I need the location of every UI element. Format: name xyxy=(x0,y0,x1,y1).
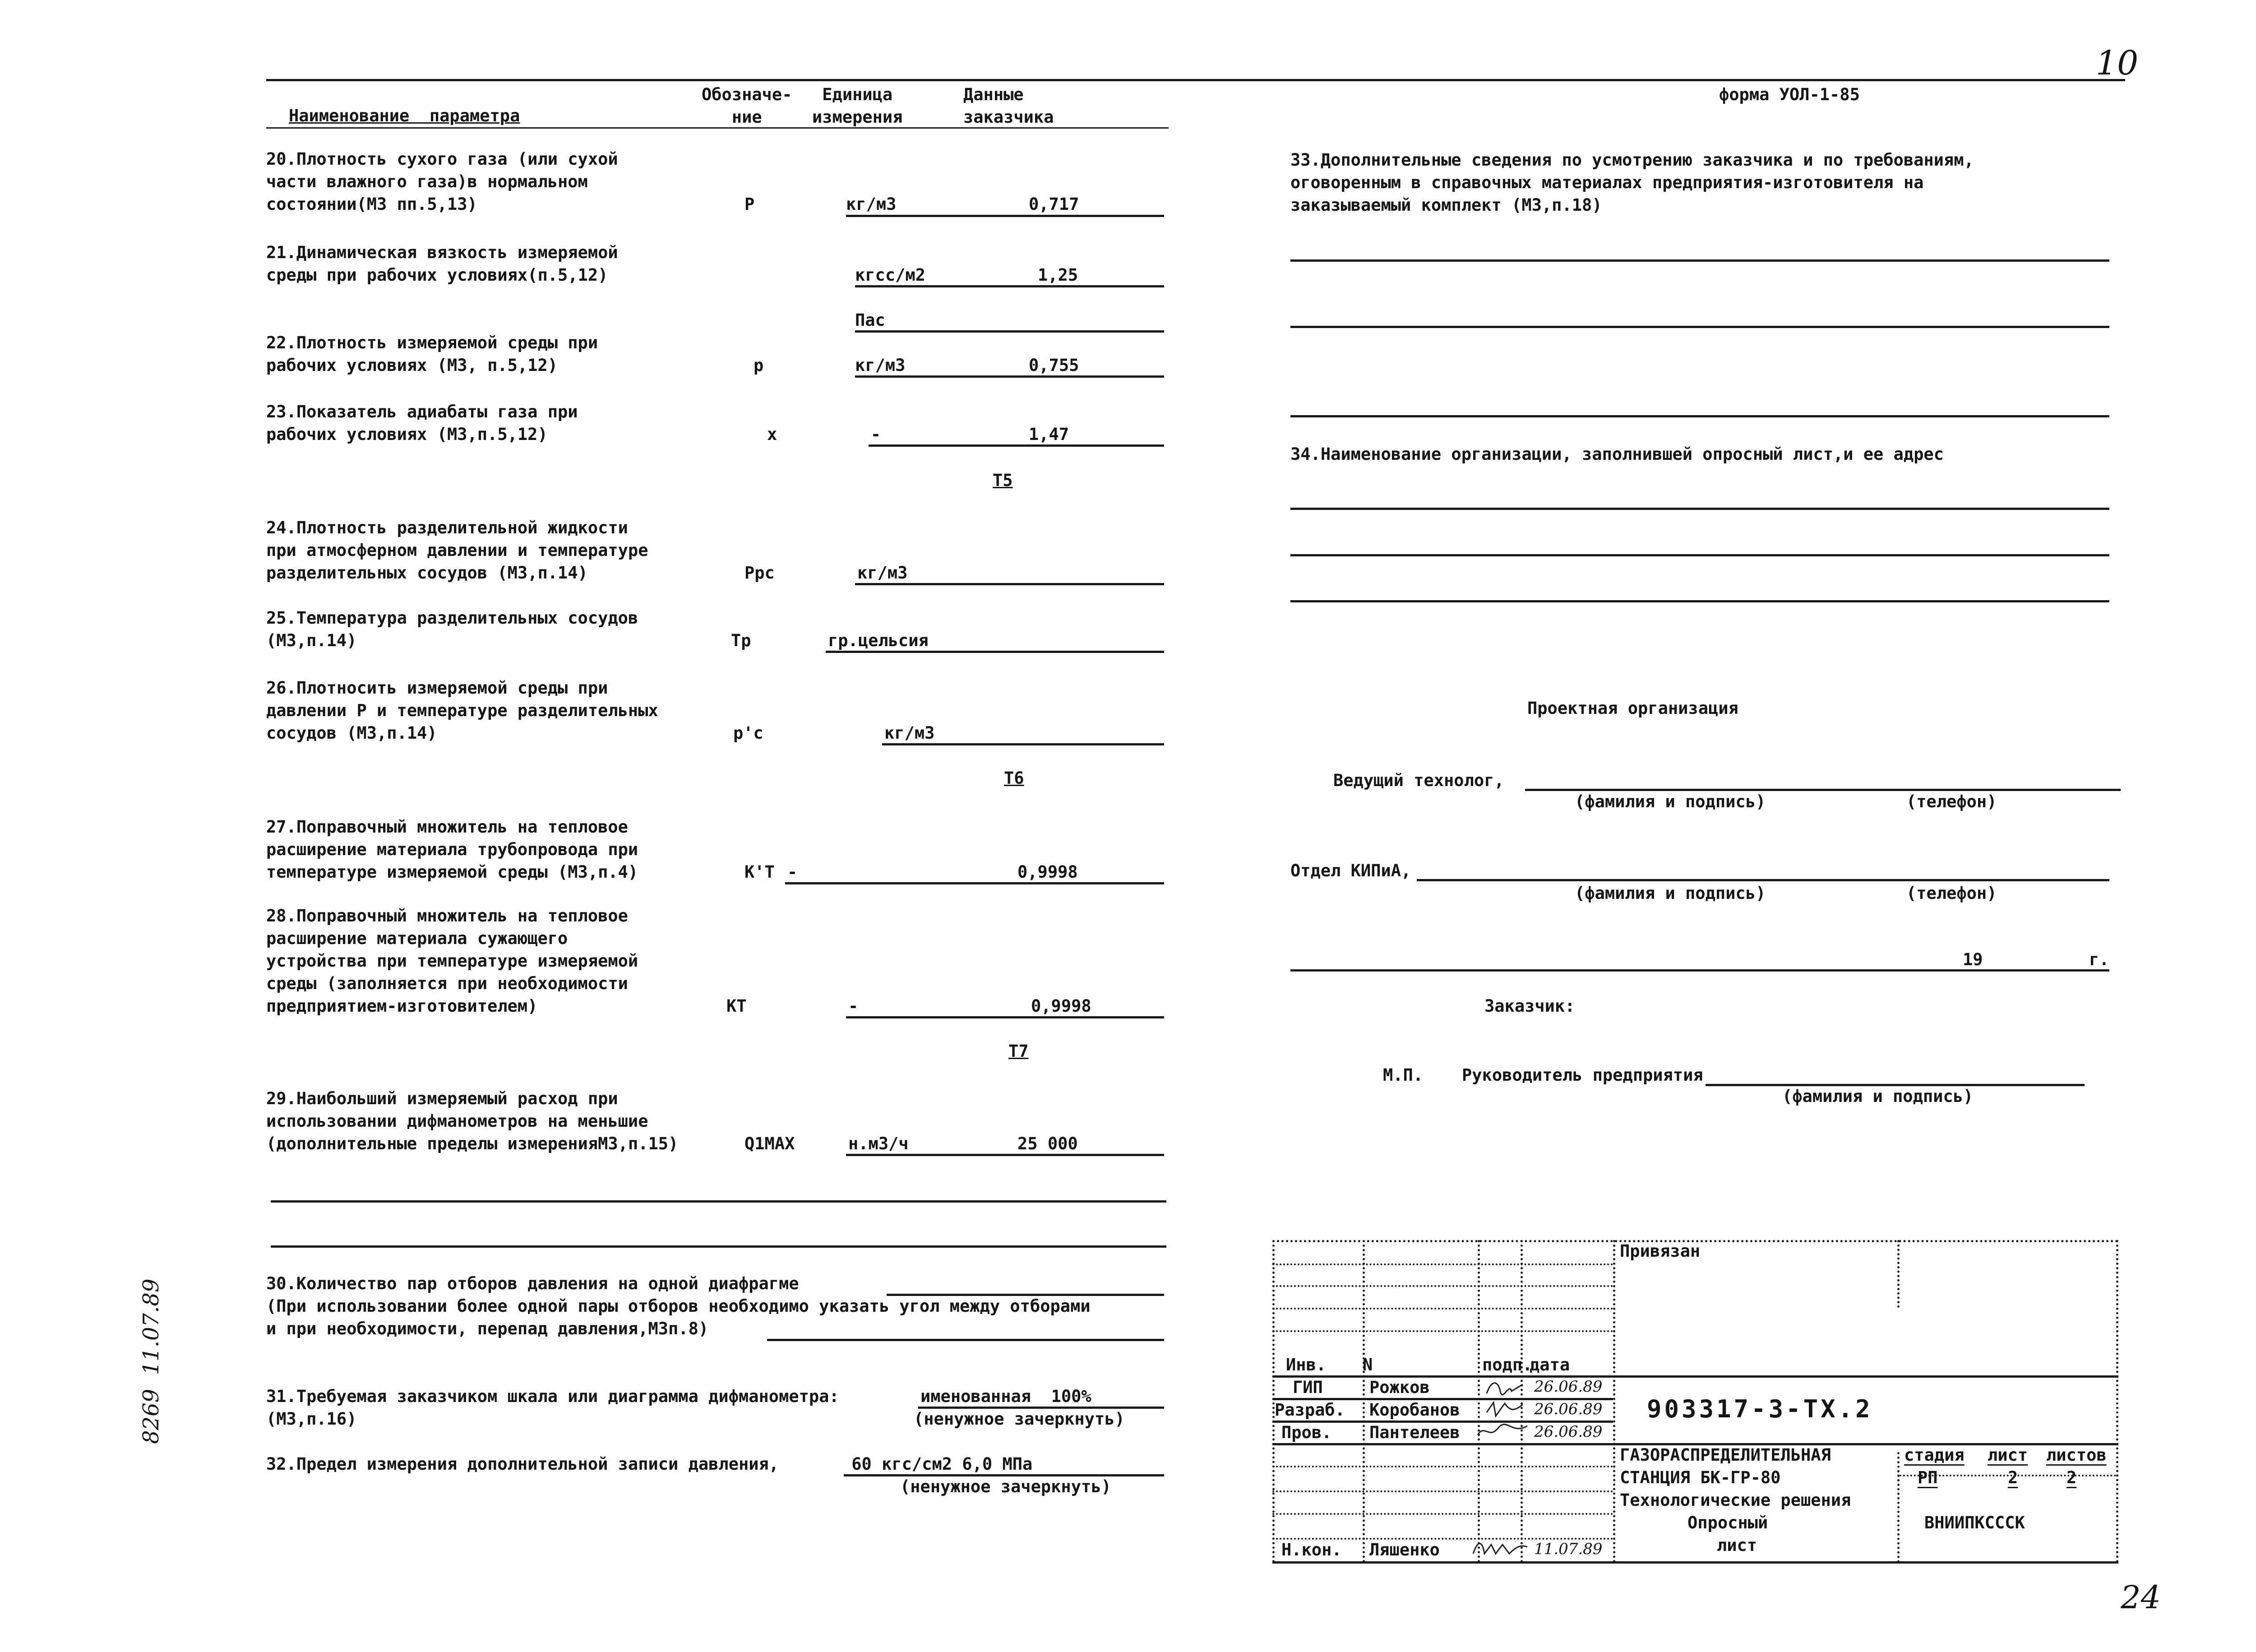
stamp-bottom xyxy=(1272,1561,2118,1564)
unit-21: кгсс/м2 xyxy=(855,265,925,285)
top-rule xyxy=(266,79,2125,81)
value-22: 0,755 xyxy=(1029,356,1079,375)
section-mark-t5: T5 xyxy=(993,471,1013,490)
kipia-dept: Отдел КИПиА, xyxy=(1290,861,1411,880)
unit-22: кг/м3 xyxy=(855,356,906,375)
blank-line-29a xyxy=(271,1200,1166,1203)
item-31-line2: (МЗ,п.16) xyxy=(266,1409,357,1429)
param-22: 22.Плотность измеряемой среды при рабочих условиях (МЗ, п.5,12) xyxy=(266,333,598,375)
fill-line-25 xyxy=(826,651,1164,653)
header-rule xyxy=(266,127,1169,129)
item-33: 33.Дополнительные сведения по усмотрению заказчика и по требованиям, оговоренным в справочных материалах предприятия-изготовителя на заказываемый комплект (МЗ,п.18) xyxy=(1290,150,1974,215)
fill-line-27 xyxy=(785,882,1164,884)
fill-line-23 xyxy=(869,444,1164,447)
stamp-col-role: Инв. xyxy=(1286,1355,1327,1374)
signature-3 xyxy=(1475,1421,1530,1442)
item-30-line3: и при необходимости, перепад давления,МЗп.8) xyxy=(266,1319,709,1338)
stamp-col-n: N xyxy=(1363,1355,1373,1374)
stamp-role-3: Пров. xyxy=(1281,1423,1332,1442)
unit-27: - xyxy=(787,862,798,882)
value-28: 0,9998 xyxy=(1031,996,1091,1016)
item-31-line1: 31.Требуемая заказчиком шкала или диаграмма дифманометра: xyxy=(266,1387,839,1406)
stamp-org: ВНИИПКСССК xyxy=(1924,1513,2025,1532)
fill-line-24 xyxy=(855,583,1164,585)
fill-line-33b xyxy=(1290,326,2109,328)
fill-line-34a xyxy=(1290,508,2109,510)
symbol-20: P xyxy=(744,194,755,214)
symbol-29: Q1MAX xyxy=(744,1134,795,1153)
param-20: 20.Плотность сухого газа (или сухой части влажного газа)в нормальном состоянии(МЗ пп.5,13) xyxy=(266,149,618,214)
section-mark-t7: T7 xyxy=(1008,1041,1029,1061)
lead-fio-caption: (фамилия и подпись) xyxy=(1575,792,1766,811)
mp-label: М.П. xyxy=(1383,1065,1424,1085)
symbol-24: Ppc xyxy=(744,563,775,583)
lead-phone-caption: (телефон) xyxy=(1906,792,1997,811)
fill-line-34b xyxy=(1290,554,2109,556)
param-25: 25.Температура разделительных сосудов (МЗ,п.14) xyxy=(266,608,638,650)
param-24: 24.Плотность разделительной жидкости при атмосферном давлении и температуре разделительных сосудов (МЗ,п.14) xyxy=(266,518,648,583)
unit-26: кг/м3 xyxy=(884,723,935,743)
stamp-right xyxy=(2116,1240,2118,1563)
item-31-note: (ненужное зачеркнуть) xyxy=(914,1409,1125,1429)
stamp-h10 xyxy=(1272,1490,1613,1492)
symbol-23: x xyxy=(767,425,777,444)
header-data: Данные заказчика xyxy=(963,85,1054,127)
stamp-v6 xyxy=(1897,1452,1900,1563)
stamp-title-1: ГАЗОРАСПРЕДЕЛИТЕЛЬНАЯ xyxy=(1620,1445,1831,1465)
stamp-date-1: 26.06.89 xyxy=(1534,1378,1603,1396)
stamp-sheets-label: листов xyxy=(2046,1445,2107,1465)
stamp-name-4: Ляшенко xyxy=(1369,1540,1440,1559)
fill-line-33c xyxy=(1290,415,2109,417)
stamp-role-4: Н.кон. xyxy=(1281,1540,1342,1559)
unit-24: кг/м3 xyxy=(857,563,908,583)
stamp-title-4: Опросный xyxy=(1687,1513,1768,1532)
symbol-25: Tp xyxy=(731,631,751,650)
signature-4 xyxy=(1471,1538,1530,1559)
stamp-h11 xyxy=(1272,1513,1613,1515)
stamp-h4 xyxy=(1272,1330,1613,1332)
fill-line-date xyxy=(1290,969,2109,972)
bottom-page-number: 24 xyxy=(2121,1579,2161,1616)
project-org-title: Проектная организация xyxy=(1527,699,1738,718)
param-28: 28.Поправочный множитель на тепловое расширение материала сужающего устройства при температуре измеряемой среды (заполняется при необходимости предприятием-изготовителем) xyxy=(266,906,638,1016)
fill-line-21b xyxy=(855,330,1164,333)
symbol-22: p xyxy=(754,356,764,375)
stamp-sheet: 2 xyxy=(2008,1468,2018,1487)
stamp-v4 xyxy=(1613,1240,1615,1563)
stamp-sheet-label: лист xyxy=(1988,1445,2028,1465)
fill-line-30b xyxy=(767,1339,1164,1341)
item-31-value: именованная 100% xyxy=(920,1387,1091,1406)
param-26: 26.Плотносить измеряемой среды при давлении Р и температуре разделительных сосудов (МЗ,п.14) xyxy=(266,678,658,743)
param-23: 23.Показатель адиабаты газа при рабочих условиях (МЗ,п.5,12) xyxy=(266,402,578,444)
fill-line-20 xyxy=(846,215,1164,217)
item-30-line2: (При использовании более одной пары отборов необходимо указать угол между отборами xyxy=(266,1296,1091,1316)
stamp-title-2: СТАНЦИЯ БК-ГР-80 xyxy=(1620,1468,1781,1487)
stamp-col-sign: подп. xyxy=(1482,1355,1533,1374)
header-unit: Единица измерения xyxy=(812,85,903,127)
stamp-name-2: Коробанов xyxy=(1369,1400,1460,1420)
unit-23: - xyxy=(871,425,881,444)
stamp-stage: РП xyxy=(1918,1468,1938,1487)
stamp-stage-label: стадия xyxy=(1904,1445,1965,1465)
fill-line-29 xyxy=(846,1154,1164,1156)
stamp-privyazan: Привязан xyxy=(1620,1241,1701,1261)
stamp-v5 xyxy=(1897,1240,1900,1308)
form-label: форма УОЛ-1-85 xyxy=(1719,85,1860,104)
value-23: 1,47 xyxy=(1029,425,1069,444)
fill-line-kipia xyxy=(1417,879,2109,881)
item-34: 34.Наименование организации, заполнившей опросный лист,и ее адрес xyxy=(1290,444,1944,464)
unit-20: кг/м3 xyxy=(846,194,897,214)
item-32-note: (ненужное зачеркнуть) xyxy=(900,1477,1111,1496)
fill-line-22 xyxy=(855,375,1164,378)
stamp-title-3: Технологические решения xyxy=(1620,1490,1851,1510)
value-29: 25 000 xyxy=(1017,1134,1078,1153)
fill-line-26 xyxy=(882,743,1164,745)
stamp-code: 903317-3-ТХ.2 xyxy=(1647,1395,1873,1423)
title-block xyxy=(1272,1240,2118,1563)
signature-1 xyxy=(1484,1378,1525,1398)
param-21: 21.Динамическая вязкость измеряемой среды при рабочих условиях(п.5,12) xyxy=(266,243,618,285)
value-21: 1,25 xyxy=(1038,265,1078,285)
stamp-role-2: Разраб. xyxy=(1275,1400,1345,1420)
stamp-date-2: 26.06.89 xyxy=(1534,1400,1603,1418)
item-32-line1: 32.Предел измерения дополнительной записи давления, xyxy=(266,1454,779,1474)
unit-29: н.м3/ч xyxy=(848,1134,909,1153)
symbol-27: K'T xyxy=(744,862,775,882)
stamp-h1 xyxy=(1272,1263,1613,1265)
stamp-h3 xyxy=(1272,1308,1613,1310)
stamp-name-3: Пантелеев xyxy=(1369,1423,1460,1442)
sheet-number: 10 xyxy=(2096,44,2139,83)
margin-note: 8269 11.07.89 xyxy=(139,1278,164,1444)
year-suffix: г. xyxy=(2089,950,2109,969)
fill-line-33a xyxy=(1290,259,2109,262)
signature-2 xyxy=(1484,1399,1525,1419)
unit-25: гр.цельсия xyxy=(828,631,929,650)
head-label: Руководитель предприятия xyxy=(1462,1065,1703,1085)
year-mark: 19 xyxy=(1963,950,1983,969)
value-27: 0,9998 xyxy=(1017,862,1078,882)
param-27: 27.Поправочный множитель на тепловое расширение материала трубопровода при температуре измеряемой среды (МЗ,п.4) xyxy=(266,817,638,882)
header-param: Наименование параметра xyxy=(289,106,520,125)
symbol-26: p'c xyxy=(733,723,763,743)
stamp-h9 xyxy=(1272,1466,1613,1467)
stamp-title-5: лист xyxy=(1717,1536,1757,1555)
unit-21b: Пас xyxy=(855,310,885,330)
value-20: 0,717 xyxy=(1029,194,1079,214)
stamp-col-date: дата xyxy=(1530,1355,1570,1374)
kipia-fio-caption: (фамилия и подпись) xyxy=(1575,884,1766,903)
unit-28: - xyxy=(848,996,859,1016)
header-designation: Обозначе- ние xyxy=(702,85,792,127)
stamp-name-1: Рожков xyxy=(1369,1378,1430,1397)
item-30-line1: 30.Количество пар отборов давления на одной диафрагме xyxy=(266,1274,799,1293)
blank-line-29b xyxy=(271,1245,1166,1248)
kipia-phone-caption: (телефон) xyxy=(1906,884,1997,903)
stamp-h2 xyxy=(1272,1285,1613,1287)
param-29: 29.Наибольший измеряемый расход при использовании дифманометров на меньшие (дополнительные пределы измеренияМЗ,п.15) xyxy=(266,1089,679,1153)
section-mark-t6: T6 xyxy=(1004,768,1024,788)
stamp-date-4: 11.07.89 xyxy=(1534,1540,1603,1558)
customer-label: Заказчик: xyxy=(1484,996,1575,1016)
stamp-role-1: ГИП xyxy=(1293,1378,1323,1397)
item-32-value: 60 кгс/см2 6,0 МПа xyxy=(841,1454,1033,1474)
symbol-28: KT xyxy=(726,996,747,1016)
head-fio-caption: (фамилия и подпись) xyxy=(1782,1087,1974,1106)
fill-line-28 xyxy=(846,1016,1164,1018)
fill-line-34c xyxy=(1290,600,2109,602)
stamp-date-3: 26.06.89 xyxy=(1534,1423,1603,1441)
lead-technologist: Ведущий технолог, xyxy=(1333,771,1504,790)
fill-line-21 xyxy=(855,285,1164,287)
stamp-sheets: 2 xyxy=(2066,1468,2077,1487)
